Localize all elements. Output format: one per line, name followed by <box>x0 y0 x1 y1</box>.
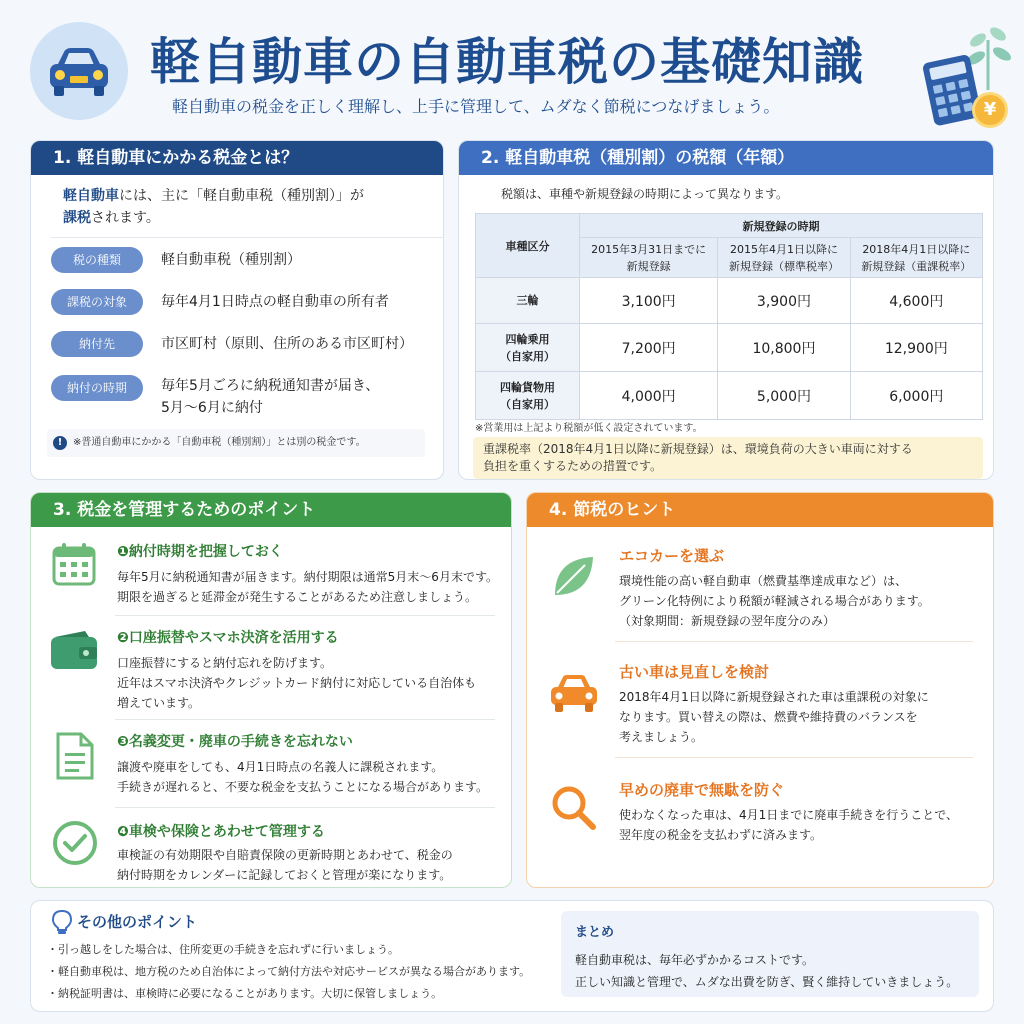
value-taxable-target: 毎年4月1日時点の軽自動車の所有者 <box>161 294 389 310</box>
table-note: ※営業用は上記より税額が低く設定されています。 <box>475 423 703 434</box>
note-line: 負担を重くするための措置です。 <box>483 459 663 473</box>
tip-title: エコカーを選ぶ <box>619 547 725 565</box>
tip-body: 使わなくなった車は、4月1日までに廃車手続きを行うことで、 翌年度の税金を支払わずに済みます。 <box>619 808 959 842</box>
page-title: 軽自動車の自動車税の基礎知識 <box>150 33 864 91</box>
divider <box>115 615 495 616</box>
section-note <box>47 429 425 457</box>
label-taxable-target: 課税の対象 <box>51 289 143 315</box>
section-other-points <box>30 900 994 1012</box>
car-orange-icon <box>547 671 601 715</box>
tip-body: 環境性能の高い軽自動車（燃費基準達成車など）は、 グリーン化特例により税額が軽減される場合があります。 （対象期間：新規登録の翌年度分のみ） <box>619 574 930 628</box>
other-points-title: その他のポイント <box>77 913 198 931</box>
table-cell-category: 三輪 <box>476 278 580 324</box>
summary-box <box>561 911 979 997</box>
summary-line: 正しい知識と管理で、ムダな出費を防ぎ、賢く維持していきましょう。 <box>575 975 959 989</box>
divider <box>115 807 495 808</box>
table-header-row <box>476 214 983 238</box>
tip-body: 譲渡や廃車をしても、4月1日時点の名義人に課税されます。 手続きが遅れると、不要な税金を支払うことになる場合があります。 <box>117 760 489 794</box>
divider <box>115 719 495 720</box>
section-intro <box>63 185 433 229</box>
section-intro: 税額は、車種や新規登録の時期によって異なります。 <box>501 187 789 201</box>
tip-title: 古い車は見直しを検討 <box>619 663 770 681</box>
leaf-icon <box>549 551 599 601</box>
tip-title: ❷口座振替やスマホ決済を活用する <box>117 630 339 646</box>
section-heading: 4. 節税のヒント <box>527 493 993 527</box>
calendar-icon <box>51 541 97 587</box>
divider <box>51 237 443 238</box>
section-heading: 2. 軽自動車税（種別割）の税額（年額） <box>459 141 993 175</box>
document-icon <box>55 731 95 781</box>
note-text: ※普通自動車にかかる「自動車税（種別割）」とは別の税金です。 <box>73 437 366 448</box>
table-cell: 12,900円 <box>850 324 982 372</box>
intro-text: されます。 <box>91 210 160 226</box>
intro-strong: 軽自動車 <box>63 188 119 204</box>
value-payment-period <box>161 375 379 419</box>
heavy-tax-note <box>473 437 983 479</box>
tip-body: 口座振替にすると納付忘れを防げます。 近年はスマホ決済やクレジットカード納付に対応している自治体も 増えています。 <box>117 656 477 710</box>
label-payment-period: 納付の時期 <box>51 375 143 401</box>
table-cell: 5,000円 <box>718 372 850 420</box>
table-cell-category: 四輪乗用 （自家用） <box>476 324 580 372</box>
header-car-badge <box>30 22 128 120</box>
header-calculator-group <box>920 20 1016 130</box>
table-cell: 4,600円 <box>850 278 982 324</box>
section-tax-amounts <box>458 140 994 480</box>
page-subtitle: 軽自動車の税金を正しく理解し、上手に管理して、ムダなく節税につなげましょう。 <box>172 97 780 116</box>
table-row <box>476 278 983 324</box>
table-cell: 3,100円 <box>580 278 718 324</box>
label-tax-type: 税の種類 <box>51 247 143 273</box>
label-payment-destination: 納付先 <box>51 331 143 357</box>
check-circle-icon <box>51 819 99 867</box>
table-row <box>476 324 983 372</box>
tip-title: ❶納付時期を把握しておく <box>117 544 283 560</box>
lightbulb-icon <box>51 909 73 935</box>
table-cell: 3,900円 <box>718 278 850 324</box>
section-heading: 3. 税金を管理するためのポイント <box>31 493 511 527</box>
tip-body: 車検証の有効期限や自賠責保険の更新時期とあわせて、税金の 納付時期をカレンダーに記録しておくと管理が楽になります。 <box>117 848 453 882</box>
divider <box>615 641 973 642</box>
car-icon <box>30 22 128 120</box>
tip-body: 2018年4月1日以降に新規登録された車は重課税の対象に なります。買い替えの際は、燃費や維持費のバランスを 考えましょう。 <box>619 690 929 744</box>
tip-title: ❸名義変更・廃車の手続きを忘れない <box>117 734 353 750</box>
value-line: 毎年5月ごろに納税通知書が届き、 <box>161 378 380 394</box>
section-tax-overview <box>30 140 444 480</box>
table-header-category: 車種区分 <box>476 214 580 278</box>
note-line: 重課税率（2018年4月1日以降に新規登録）は、環境負荷の大きい車両に対する <box>483 442 913 456</box>
table-cell: 7,200円 <box>580 324 718 372</box>
summary-title: まとめ <box>575 925 615 940</box>
value-line: 5月〜6月に納付 <box>161 400 263 416</box>
table-cell: 6,000円 <box>850 372 982 420</box>
divider <box>615 757 973 758</box>
tip-title: ❹車検や保険とあわせて管理する <box>117 824 325 840</box>
table-header-col: 2018年4月1日以降に 新規登録（重課税率） <box>850 238 982 278</box>
yen-coin-icon: ¥ <box>972 92 1008 128</box>
table-header-period: 新規登録の時期 <box>580 214 983 238</box>
table-cell: 10,800円 <box>718 324 850 372</box>
summary-line: 軽自動車税は、毎年必ずかかるコストです。 <box>575 953 815 967</box>
section-heading: 1. 軽自動車にかかる税金とは？ <box>31 141 443 175</box>
tip-title: 早めの廃車で無駄を防ぐ <box>619 781 785 799</box>
alert-icon: ! <box>53 436 67 450</box>
section-saving-tips <box>526 492 994 888</box>
table-row <box>476 372 983 420</box>
tax-table <box>475 213 983 420</box>
value-payment-destination: 市区町村（原則、住所のある市区町村） <box>161 336 413 352</box>
table-cell-category: 四輪貨物用 （自家用） <box>476 372 580 420</box>
list-item: ・引っ越しをした場合は、住所変更の手続きを忘れずに行いましょう。 <box>47 943 399 956</box>
intro-strong: 課税 <box>63 210 91 226</box>
list-item: ・納税証明書は、車検時に必要になることがあります。大切に保管しましょう。 <box>47 987 443 1000</box>
intro-text: には、主に「軽自動車税（種別割）」が <box>119 188 364 204</box>
table-cell: 4,000円 <box>580 372 718 420</box>
value-tax-type: 軽自動車税（種別割） <box>161 252 301 268</box>
table-header-col: 2015年3月31日までに 新規登録 <box>580 238 718 278</box>
section-management-tips <box>30 492 512 888</box>
table-header-col: 2015年4月1日以降に 新規登録（標準税率） <box>718 238 850 278</box>
magnifier-icon <box>549 783 599 833</box>
list-item: ・軽自動車税は、地方税のため自治体によって納付方法や対応サービスが異なる場合があります。 <box>47 965 531 978</box>
tip-body: 毎年5月に納税通知書が届きます。納付期限は通常5月末〜6月末です。 期限を過ぎると延滞金が発生することがあるため注意しましょう。 <box>117 570 498 604</box>
wallet-icon <box>49 629 99 673</box>
